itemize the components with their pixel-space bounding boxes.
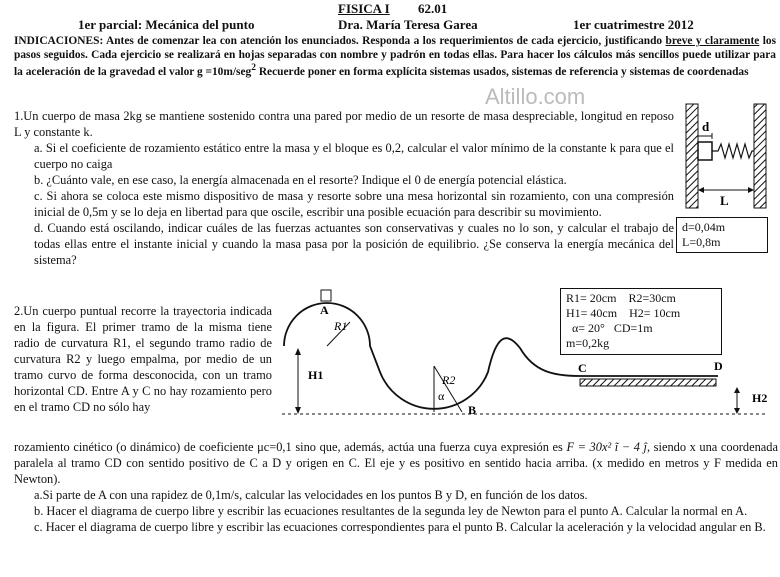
label-d: d bbox=[702, 119, 710, 134]
problem-1-data-box bbox=[676, 217, 768, 253]
right-wall bbox=[754, 104, 766, 208]
instructions-underlined: breve y claramente bbox=[665, 35, 760, 47]
label-D: D bbox=[714, 359, 723, 373]
spring bbox=[712, 144, 754, 158]
watermark: Altillo.com bbox=[485, 84, 586, 109]
label-L: L bbox=[720, 193, 729, 208]
problem-1-item-d: d. Cuando está oscilando, indicar cuáles de las fuerzas actuantes son conservativas y cuales no lo son, y calcular el trabajo de todas ellas entre el instante inicial y cuando la masa pasa por la posición de equilibrio. ¿Se conserva la energía mecánica del sistema? bbox=[34, 221, 674, 267]
label-A: A bbox=[320, 303, 329, 317]
problem-2-intro: 2.Un cuerpo puntual recorre la trayectoria indicada en la figura. El primer tramo de la misma tiene radio de curvatura R1, el segundo tramo radio de curvatura R2 y luego empalma, por medio de un tramo curvo de forma desconocida, con un tramo horizontal CD. Entre A y C no hay rozamiento pero en el tramo CD no sólo hay bbox=[14, 304, 272, 414]
problem-1-item-c: c. Si ahora se coloca este mismo dispositivo de masa y resorte sobre una mesa horizontal sin rozamiento, con una compresión inicial de 0,5m y se lo deja en libertad para que oscile, escribir una posible ecuación para describir su movimiento. bbox=[34, 189, 674, 219]
instructions-text-c: Recuerde poner en forma explícita sistemas usados, sistemas de referencia y sistemas de coordenadas bbox=[255, 65, 749, 78]
data-H1: H1= 40cm bbox=[566, 306, 618, 320]
problem-2-item-a: a.Si parte de A con una rapidez de 0,1m/s, calcular las velocidades en los puntos B y D, en función de los datos. bbox=[34, 488, 588, 502]
label-C: C bbox=[578, 361, 587, 375]
label-H1: H1 bbox=[308, 368, 324, 382]
problem-1-item-b: b. ¿Cuánto vale, en ese caso, la energía almacenada en el resorte? Indique el 0 de energía potencial elástica. bbox=[34, 173, 567, 187]
problem-2-cont-b: , siendo x una coordenada paralela al tramo CD con sentido positivo de C a D y origen en C. El eje y es positivo en sentido hacia arriba. (x medido en metros y F medida en Newton). bbox=[14, 440, 778, 486]
problem-2-continuation bbox=[14, 439, 778, 535]
problem-2-data-box bbox=[560, 288, 722, 355]
data-R1: R1= 20cm bbox=[566, 291, 617, 305]
data-R2: R2=30cm bbox=[628, 291, 676, 305]
professor-name: Dra. María Teresa Garea bbox=[338, 17, 478, 32]
label-alpha: α bbox=[438, 389, 445, 403]
problem-2-item-b: b. Hacer el diagrama de cuerpo libre y escribir las ecuaciones resultantes de la segunda ley de Newton para el punto A. Calcular la normal en A. bbox=[34, 504, 748, 518]
label-B: B bbox=[468, 403, 477, 417]
label-H2: H2 bbox=[752, 391, 768, 405]
label-R2: R2 bbox=[442, 373, 456, 387]
force-expression: F = 30x² ĩ − 4 ĵ bbox=[566, 440, 647, 454]
data-CD: CD=1m bbox=[613, 321, 653, 335]
instructions-sup: 2 bbox=[251, 63, 256, 73]
problem-1-item-a: a. Si el coeficiente de rozamiento estático entre la masa y el bloque es 0,2, calcular el valor mínimo de la constante k para que el cuerpo no caiga bbox=[34, 141, 674, 171]
instructions-text-b: los pasos seguidos. Cada ejercicio se realizará en hojas separadas con nombre y padrón en todas ellas. Para hacer los cálculos más sencillos puede utilizar para la aceleración de la gravedad el valor g =10m/seg bbox=[14, 35, 776, 78]
mass-block bbox=[698, 142, 712, 160]
instructions-text-a: Antes de comenzar lea con atención los enunciados. Responda a los requerimientos de cada ejercicio, justificando bbox=[106, 35, 663, 47]
data-d: d=0,04m bbox=[682, 220, 726, 234]
problem-1-intro: 1.Un cuerpo de masa 2kg se mantiene sostenido contra una pared por medio de un resorte de masa despreciable, longitud en reposo L y constante k. bbox=[14, 109, 674, 139]
label-R1: R1 bbox=[334, 319, 348, 333]
course-code: 62.01 bbox=[418, 1, 448, 16]
problem-1 bbox=[14, 108, 674, 268]
data-H2: H2= 10cm bbox=[629, 306, 681, 320]
point-body bbox=[321, 290, 331, 301]
instructions bbox=[14, 35, 776, 79]
left-wall bbox=[686, 104, 698, 208]
data-mass: m=0,2kg bbox=[566, 336, 610, 350]
problem-2-item-c: c. Hacer el diagrama de cuerpo libre y escribir las ecuaciones correspondientes para el punto B. Calcular la aceleración y la velocidad angular en B. bbox=[34, 520, 766, 534]
exam-title: FISICA I bbox=[338, 1, 390, 16]
instructions-label: INDICACIONES: bbox=[14, 35, 104, 47]
course-name: 1er parcial: Mecánica del punto bbox=[78, 17, 255, 32]
problem-2-cont-a: rozamiento cinético (o dinámico) de coeficiente μc=0,1 sino que, además, actúa una fuerza cuya expresión es bbox=[14, 440, 567, 454]
data-L: L=0,8m bbox=[682, 235, 721, 249]
data-alpha: α= 20° bbox=[572, 321, 605, 335]
problem-2-cont bbox=[14, 439, 778, 487]
CD-surface bbox=[580, 379, 716, 386]
term: 1er cuatrimestre 2012 bbox=[573, 17, 694, 32]
spring-wall-figure bbox=[676, 100, 776, 212]
